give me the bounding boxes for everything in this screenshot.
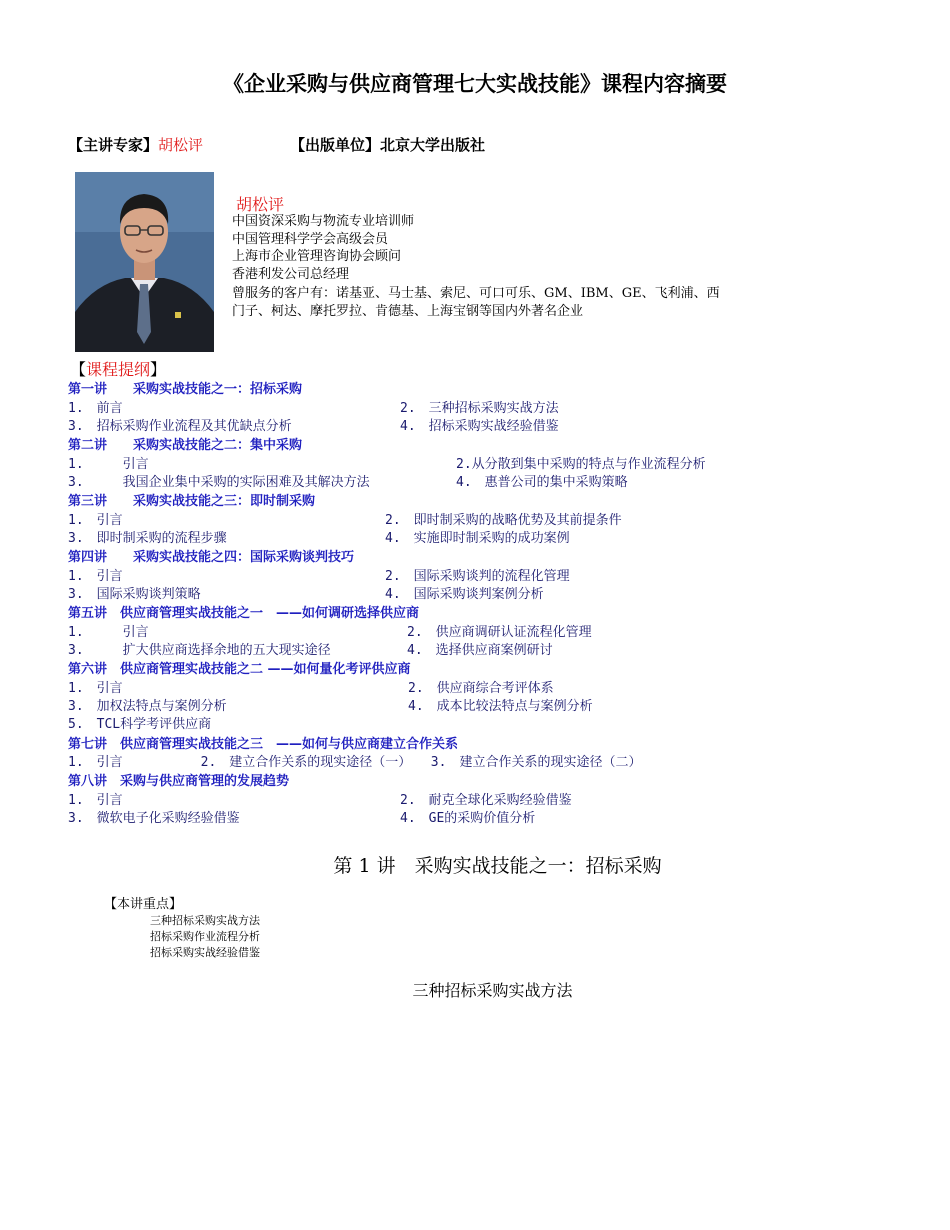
lecture-item: 4. 招标采购实战经验借鉴 [400,419,559,434]
lecture-item: 4. 惠普公司的集中采购策略 [456,475,628,490]
publisher-line [290,134,485,155]
lecture-item: 4. 国际采购谈判案例分析 [385,587,544,602]
lecture-item: 1. 引言 [68,513,123,528]
lecture-title: 第六讲 供应商管理实战技能之二 ——如何量化考评供应商 [68,662,411,677]
lecture-title: 第五讲 供应商管理实战技能之一 ——如何调研选择供应商 [68,606,420,621]
lecture-item: 4. 成本比较法特点与案例分析 [408,699,593,714]
document-title: 《企业采购与供应商管理七大实战技能》课程内容摘要 [223,72,727,96]
lecture-title: 第七讲 供应商管理实战技能之三 ——如何与供应商建立合作关系 [68,737,459,752]
outline-heading [70,357,166,380]
lecture-item: 5. TCL科学考评供应商 [68,717,212,732]
publisher-label: 【出版单位】 [290,136,381,154]
expert-line [68,134,203,155]
lecture-item: 1. 引言 [68,625,149,640]
key-point: 三种招标采购实战方法 [150,914,260,927]
expert-photo [75,172,214,352]
expert-name: 胡松评 [158,136,204,154]
lecture-item: 1. 引言 [68,681,123,696]
key-point: 招标采购实战经验借鉴 [150,946,260,959]
lecture-title: 第三讲 采购实战技能之三：即时制采购 [68,494,316,509]
lecture-title: 第四讲 采购实战技能之四：国际采购谈判技巧 [68,550,355,565]
lecture-item: 2. 供应商调研认证流程化管理 [407,625,592,640]
bio-line: 香港利发公司总经理 [232,267,350,282]
lecture-item: 3. 加权法特点与案例分析 [68,699,227,714]
lecture-item: 1. 引言 [68,793,123,808]
outline-label: 课程提纲 [86,360,151,379]
bio-line: 曾服务的客户有：诺基亚、马士基、索尼、可口可乐、GM、IBM、GE、飞利浦、西 [232,286,720,301]
outline-bracket-close: 】 [150,360,167,379]
expert-label: 【主讲专家】 [68,136,159,154]
outline-bracket-open: 【 [70,360,87,379]
lecture-item: 1. 前言 [68,401,123,416]
bio-line: 门子、柯达、摩托罗拉、肯德基、上海宝钢等国内外著名企业 [232,304,584,319]
lecture-item: 4. 选择供应商案例研讨 [407,643,553,658]
lecture-item: 1. 引言 2. 建立合作关系的现实途径（一） 3. 建立合作关系的现实途径（二） [68,755,642,770]
bio-name: 胡松评 [236,195,285,214]
key-point: 招标采购作业流程分析 [150,930,260,943]
lecture-title: 第一讲 采购实战技能之一：招标采购 [68,382,303,397]
lecture-item: 2. 耐克全球化采购经验借鉴 [400,793,572,808]
lecture-item: 4. GE的采购价值分析 [400,811,536,826]
lecture-item: 2. 供应商综合考评体系 [408,681,554,696]
lecture-item: 3. 国际采购谈判策略 [68,587,201,602]
section-subheading: 三种招标采购实战方法 [412,981,573,1000]
lecture-item: 2. 三种招标采购实战方法 [400,401,559,416]
lecture-item: 3. 微软电子化采购经验借鉴 [68,811,240,826]
lecture-item: 3. 招标采购作业流程及其优缺点分析 [68,419,292,434]
lecture-title: 第二讲 采购实战技能之二：集中采购 [68,438,303,453]
lecture-title: 第八讲 采购与供应商管理的发展趋势 [68,774,290,789]
lecture-item: 4. 实施即时制采购的成功案例 [385,531,570,546]
lecture-item: 2.从分散到集中采购的特点与作业流程分析 [456,457,706,472]
lecture-item: 1. 引言 [68,569,123,584]
lecture-item: 2. 即时制采购的战略优势及其前提条件 [385,513,622,528]
lecture-item: 3. 扩大供应商选择余地的五大现实途径 [68,643,331,658]
key-points-label: 【本讲重点】 [104,897,183,912]
lecture-item: 2. 国际采购谈判的流程化管理 [385,569,570,584]
lecture-item: 3. 我国企业集中采购的实际困难及其解决方法 [68,475,370,490]
section-title: 第 1 讲 采购实战技能之一：招标采购 [333,855,662,877]
bio-line: 中国资深采购与物流专业培训师 [232,214,415,229]
publisher-name: 北京大学出版社 [380,136,486,154]
bio-line: 中国管理科学学会高级会员 [232,232,389,247]
lecture-item: 1. 引言 [68,457,149,472]
lecture-item: 3. 即时制采购的流程步骤 [68,531,227,546]
bio-line: 上海市企业管理咨询协会顾问 [232,249,402,264]
